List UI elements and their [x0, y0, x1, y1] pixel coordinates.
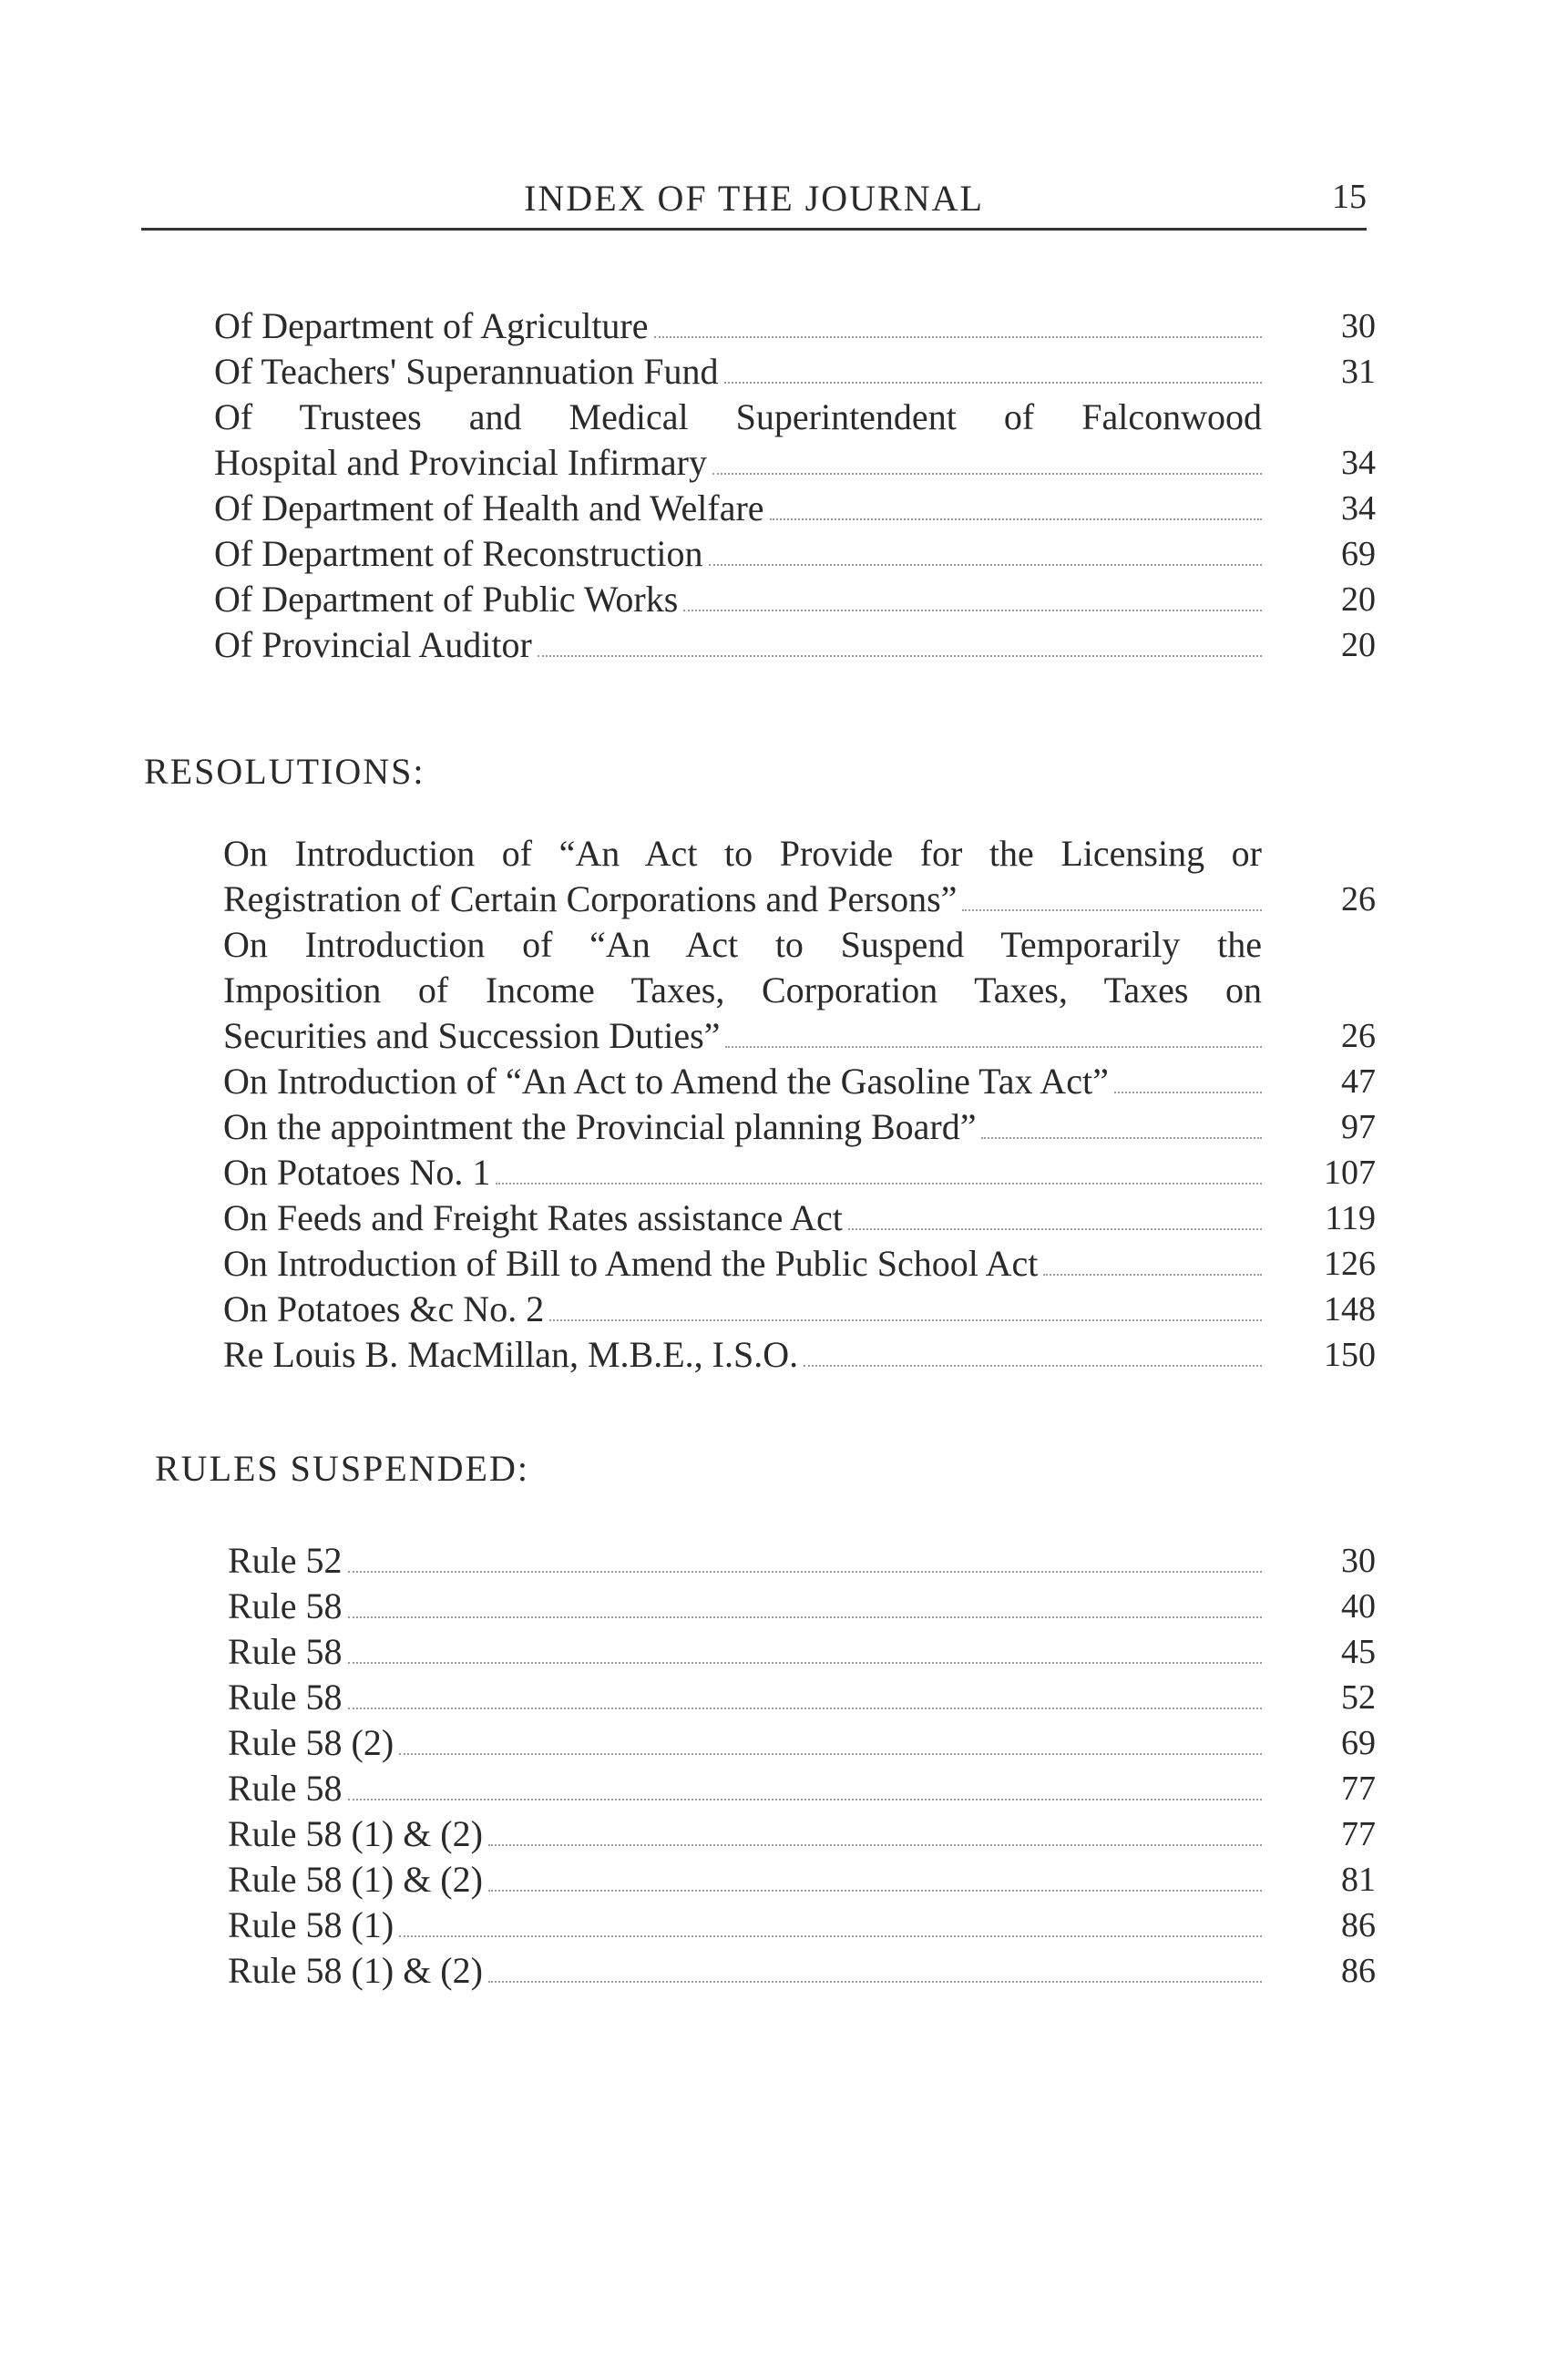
- entry-page-number: 119: [1325, 1199, 1376, 1237]
- entry-title-line: Of Provincial Auditor: [214, 624, 532, 665]
- running-head: [141, 173, 1367, 231]
- entry-title-line: Rule 58: [228, 1585, 343, 1626]
- index-entry: [214, 531, 1376, 577]
- dot-leader: [348, 1708, 1262, 1709]
- entry-title-line: On Potatoes No. 1: [223, 1152, 491, 1193]
- entry-title-line: Securities and Succession Duties”: [223, 1015, 721, 1056]
- index-entry: [228, 1584, 1376, 1629]
- entry-page-number: 47: [1341, 1062, 1376, 1101]
- dot-leader: [549, 1319, 1262, 1321]
- entry-title-line: Of Department of Reconstruction: [214, 533, 703, 574]
- index-entry: [228, 1948, 1376, 1994]
- index-entry: [214, 303, 1376, 349]
- dot-leader: [770, 518, 1262, 520]
- dot-leader: [683, 610, 1262, 611]
- dot-leader: [1114, 1092, 1262, 1093]
- section-heading-rules-suspended: RULES SUSPENDED:: [155, 1448, 529, 1489]
- index-entry: [214, 577, 1376, 622]
- entry-title-line: Of Trustees and Medical Superintendent of Falconwood: [214, 396, 1262, 437]
- entry-page-number: 40: [1341, 1587, 1376, 1626]
- dot-leader: [709, 564, 1262, 566]
- entry-page-number: 86: [1341, 1952, 1376, 1990]
- page-number: 15: [1332, 178, 1367, 216]
- entry-title-line: Rule 58: [228, 1631, 343, 1672]
- dot-leader: [981, 1137, 1262, 1139]
- entry-title-line: Rule 58: [228, 1677, 343, 1718]
- index-entry: [223, 1104, 1376, 1150]
- entry-title-line: Hospital and Provincial Infirmary: [214, 442, 707, 483]
- dot-leader: [399, 1935, 1262, 1937]
- entry-title-line: Rule 58 (2): [228, 1722, 394, 1763]
- entry-page-number: 34: [1341, 489, 1376, 528]
- index-entry: [223, 1150, 1376, 1195]
- entry-page-number: 77: [1341, 1815, 1376, 1853]
- entry-title-line: On the appointment the Provincial planning Board”: [223, 1106, 977, 1147]
- entry-title-line: Rule 58: [228, 1768, 343, 1809]
- entry-title-line: Of Department of Health and Welfare: [214, 487, 764, 528]
- index-entry: [228, 1675, 1376, 1720]
- entry-title-line: Of Department of Agriculture: [214, 305, 649, 346]
- entry-page-number: 31: [1341, 353, 1376, 391]
- dot-leader: [488, 1981, 1262, 1983]
- entry-title-line: Rule 58 (1) & (2): [228, 1859, 483, 1900]
- dot-leader: [348, 1662, 1262, 1664]
- dot-leader: [1043, 1274, 1262, 1276]
- index-entry: [223, 1332, 1376, 1378]
- index-entry: [223, 1059, 1376, 1104]
- dot-leader: [654, 336, 1262, 338]
- entry-page-number: 30: [1341, 307, 1376, 345]
- index-entry: [214, 349, 1376, 395]
- entry-title-line: Imposition of Income Taxes, Corporation Taxes, Taxes on: [223, 969, 1262, 1010]
- dot-leader: [348, 1571, 1262, 1573]
- entry-page-number: 126: [1324, 1245, 1376, 1283]
- index-entry: [228, 1720, 1376, 1766]
- entry-title-line: Re Louis B. MacMillan, M.B.E., I.S.O.: [223, 1334, 799, 1375]
- entry-page-number: 52: [1341, 1678, 1376, 1717]
- entry-page-number: 150: [1324, 1336, 1376, 1374]
- entry-page-number: 26: [1341, 1017, 1376, 1055]
- index-entry: [223, 1195, 1376, 1241]
- entry-page-number: 20: [1341, 580, 1376, 619]
- entry-page-number: 86: [1341, 1906, 1376, 1944]
- index-entry: [223, 1241, 1376, 1287]
- entry-page-number: 34: [1341, 444, 1376, 482]
- entry-page-number: 107: [1324, 1154, 1376, 1192]
- entry-page-number: 45: [1341, 1633, 1376, 1671]
- index-entry: [228, 1538, 1376, 1584]
- index-entry: [223, 922, 1376, 1059]
- entry-title-line: On Introduction of “An Act to Provide for the Licensing or: [223, 833, 1262, 874]
- dot-leader: [348, 1616, 1262, 1618]
- entry-page-number: 69: [1341, 1724, 1376, 1762]
- index-entry: [214, 486, 1376, 531]
- entry-page-number: 148: [1324, 1290, 1376, 1328]
- entry-title-line: On Feeds and Freight Rates assistance Act: [223, 1197, 843, 1238]
- entry-title-line: Rule 58 (1) & (2): [228, 1950, 483, 1991]
- index-entry: [228, 1766, 1376, 1811]
- entry-title-line: Rule 58 (1) & (2): [228, 1813, 483, 1854]
- page-title: INDEX OF THE JOURNAL: [524, 178, 984, 219]
- dot-leader: [488, 1844, 1262, 1846]
- entry-page-number: 97: [1341, 1108, 1376, 1146]
- entry-title-line: On Introduction of “An Act to Suspend Temporarily the: [223, 924, 1262, 965]
- dot-leader: [724, 382, 1262, 384]
- entry-page-number: 69: [1341, 535, 1376, 573]
- index-entry: [223, 1287, 1376, 1332]
- dot-leader: [538, 655, 1262, 657]
- dot-leader: [848, 1228, 1262, 1230]
- dot-leader: [399, 1753, 1262, 1755]
- dot-leader: [496, 1183, 1262, 1185]
- index-entry: [228, 1903, 1376, 1948]
- entry-title-line: Rule 58 (1): [228, 1904, 394, 1945]
- dot-leader: [488, 1890, 1262, 1892]
- dot-leader: [804, 1365, 1262, 1367]
- entry-title-line: On Potatoes &c No. 2: [223, 1288, 545, 1329]
- index-entry: [223, 831, 1376, 922]
- entry-title-line: Of Teachers' Superannuation Fund: [214, 351, 719, 392]
- entry-title-line: Registration of Certain Corporations and Persons”: [223, 878, 958, 919]
- index-entry: [228, 1811, 1376, 1857]
- entry-page-number: 81: [1341, 1861, 1376, 1899]
- entry-page-number: 20: [1341, 626, 1376, 664]
- dot-leader: [348, 1799, 1262, 1800]
- entry-title-line: Rule 52: [228, 1540, 343, 1581]
- entry-title-line: On Introduction of Bill to Amend the Public School Act: [223, 1243, 1039, 1284]
- entry-title-line: On Introduction of “An Act to Amend the Gasoline Tax Act”: [223, 1061, 1109, 1102]
- dot-leader: [962, 909, 1262, 911]
- section-heading-resolutions: RESOLUTIONS:: [144, 751, 425, 792]
- entry-title-line: Of Department of Public Works: [214, 579, 679, 620]
- index-entry: [214, 395, 1376, 486]
- entry-page-number: 77: [1341, 1770, 1376, 1808]
- dot-leader: [725, 1046, 1262, 1048]
- entry-page-number: 26: [1341, 880, 1376, 918]
- index-entry: [228, 1629, 1376, 1675]
- dot-leader: [712, 473, 1262, 475]
- entry-page-number: 30: [1341, 1542, 1376, 1580]
- index-entry: [214, 622, 1376, 668]
- index-entry: [228, 1857, 1376, 1903]
